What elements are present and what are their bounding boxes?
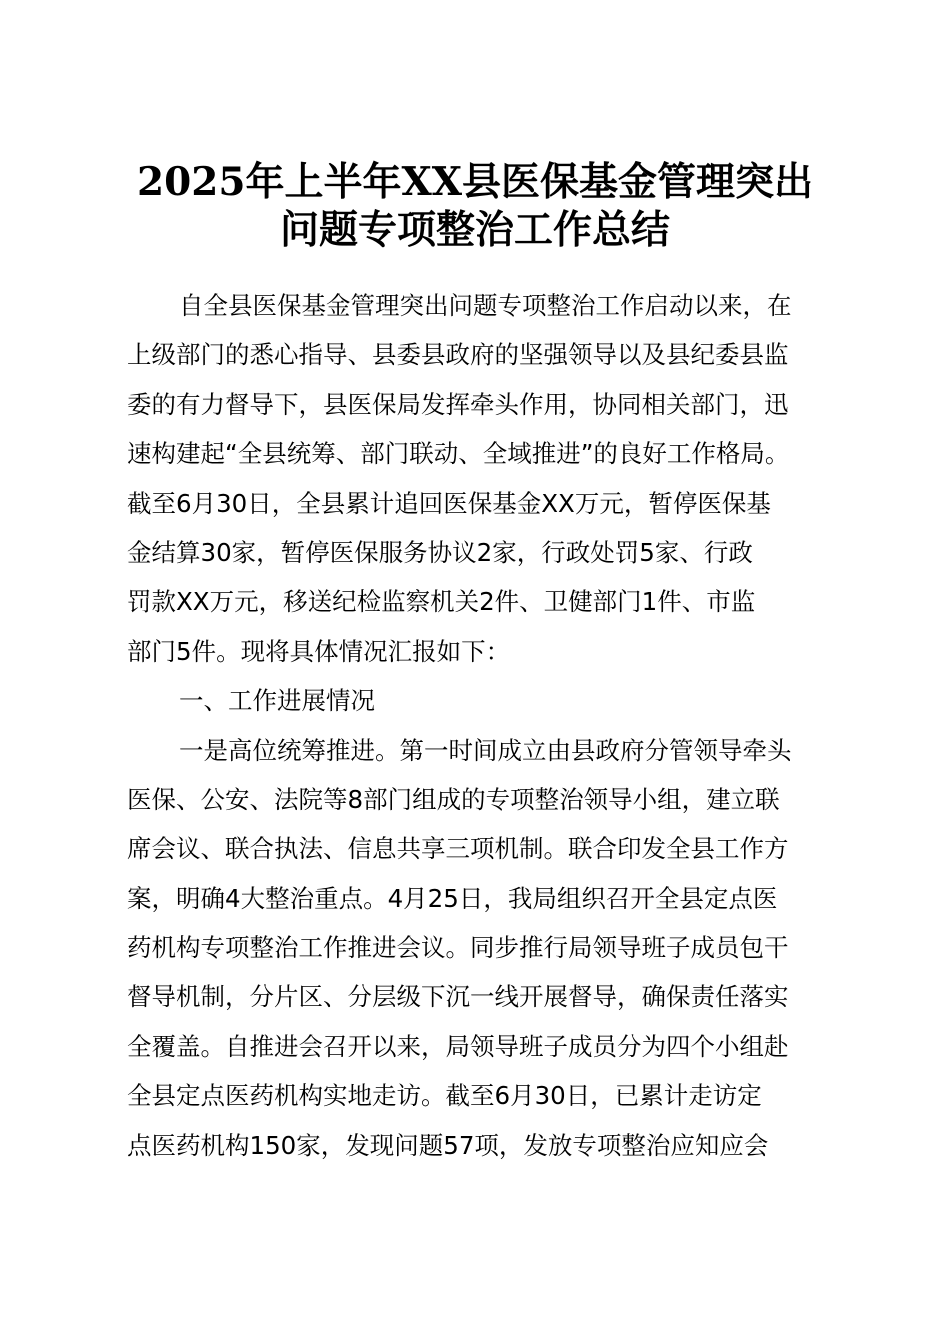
body-line: 部门5件。现将具体情况汇报如下： <box>127 636 511 666</box>
body-line: 医保、公安、法院等8部门组成的专项整治领导小组，建立联 <box>127 784 780 814</box>
section-heading: 一、工作进展情况 <box>179 686 375 716</box>
body-line: 一是高位统筹推进。第一时间成立由县政府分管领导牵头 <box>179 735 792 765</box>
body-line: 督导机制，分片区、分层级下沉一线开展督导，确保责任落实 <box>127 982 789 1012</box>
body-line: 自全县医保基金管理突出问题专项整治工作启动以来，在 <box>179 291 792 320</box>
body-line: 委的有力督导下，县医保局发挥牵头作用，协同相关部门，迅 <box>127 389 789 419</box>
body-line: 金结算30家，暂停医保服务协议2家，行政处罚5家、行政 <box>127 537 753 567</box>
body-line: 药机构专项整治工作推进会议。同步推行局领导班子成员包干 <box>127 933 789 963</box>
document-body <box>127 281 847 1170</box>
body-line: 上级部门的悉心指导、县委县政府的坚强领导以及县纪委县监 <box>127 340 789 370</box>
body-line: 罚款XX万元，移送纪检监察机关2件、卫健部门1件、市监 <box>127 587 756 617</box>
body-line: 全县定点医药机构实地走访。截至6月30日，已累计走访定 <box>127 1081 762 1111</box>
document-title-line-1: 2025年上半年XX县医保基金管理突出 <box>136 159 814 205</box>
body-line: 截至6月30日，全县累计追回医保基金XX万元，暂停医保基 <box>127 488 771 518</box>
body-line: 点医药机构150家，发现问题57项，发放专项整治应知应会 <box>127 1130 769 1160</box>
document-title-line-2: 问题专项整治工作总结 <box>279 207 670 253</box>
body-line: 速构建起“全县统筹、部门联动、全域推进”的良好工作格局。 <box>127 439 790 469</box>
body-line: 全覆盖。自推进会召开以来，局领导班子成员分为四个小组赴 <box>127 1031 789 1061</box>
body-line: 案，明确4大整治重点。4月25日，我局组织召开全县定点医 <box>127 883 778 913</box>
body-line: 席会议、联合执法、信息共享三项机制。联合印发全县工作方 <box>127 834 789 864</box>
